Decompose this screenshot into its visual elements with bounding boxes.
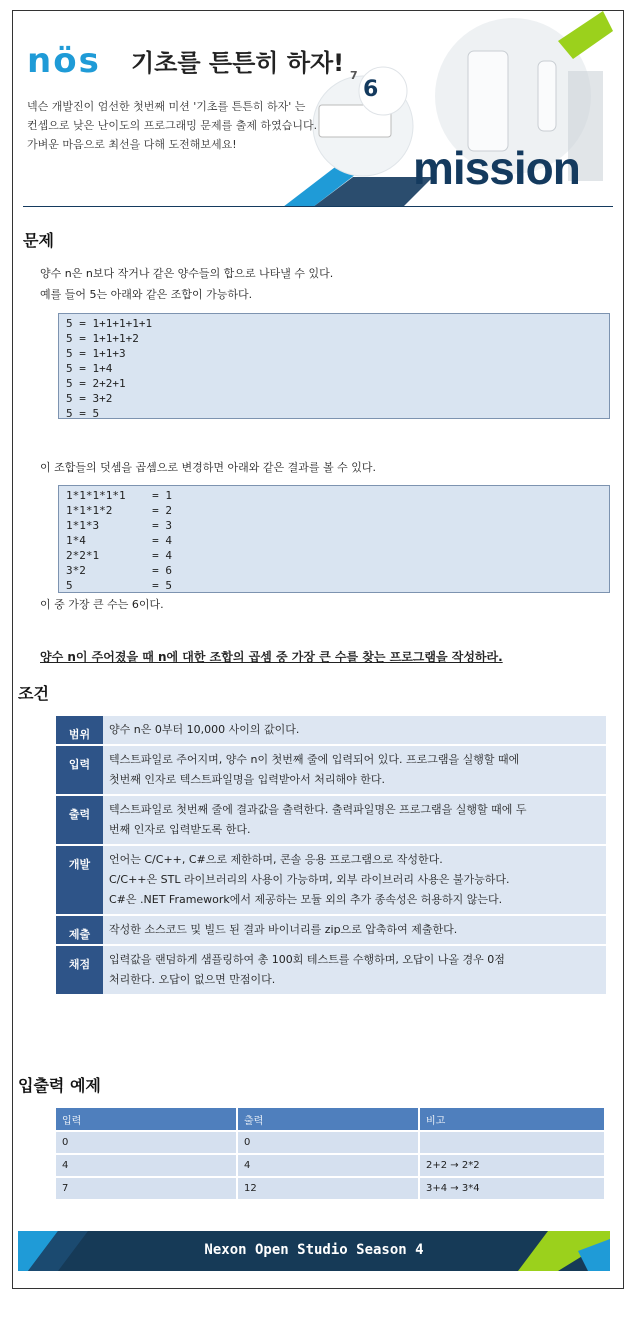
sum-line: 5 = 1+1+1+2 [66, 332, 139, 345]
product-line: 1*4 = 4 [66, 534, 172, 547]
note-cell: 2+2 → 2*2 [419, 1154, 605, 1177]
badge-number: 6 [363, 77, 379, 102]
table-header-row [56, 1108, 605, 1131]
intro-line: 가벼운 마음으로 최선을 다해 도전해보세요! [27, 138, 237, 151]
output-cell: 4 [237, 1154, 419, 1177]
condition-line: 처리한다. 오답이 없으면 만점이다. [109, 973, 276, 986]
intro-line: 컨셉으로 낮은 난이도의 프로그래밍 문제를 출제 하였습니다. [27, 119, 318, 132]
sum-line: 5 = 1+4 [66, 362, 113, 375]
condition-line: 언어는 C/C++, C#으로 제한하며, 콘솔 응용 프로그램으로 작성한다. [109, 853, 443, 866]
intro-text [27, 97, 317, 154]
condition-row-submission [56, 916, 606, 946]
examples-title: 입출력 예제 [18, 1076, 101, 1095]
column-header-note: 비고 [419, 1108, 605, 1131]
output-cell: 0 [237, 1131, 419, 1154]
header-banner [13, 11, 623, 207]
condition-text [103, 796, 606, 844]
condition-label: 출력 [56, 796, 103, 844]
condition-label: 범위 [56, 716, 103, 744]
condition-line: C#은 .NET Framework에서 제공하는 모듈 외의 추가 종속성은 허용하지 않는다. [109, 893, 503, 906]
condition-text [103, 716, 606, 744]
product-line: 1*1*3 = 3 [66, 519, 172, 532]
condition-text [103, 746, 606, 794]
condition-line: 양수 n은 0부터 10,000 사이의 값이다. [109, 723, 300, 736]
task-statement: 양수 n이 주어졌을 때 n에 대한 조합의 곱셈 중 가장 큰 수를 찾는 프로그램을 작성하라. [40, 650, 503, 664]
sum-line: 5 = 1+1+3 [66, 347, 126, 360]
table-row [56, 1131, 605, 1154]
sum-combinations-box [58, 313, 610, 419]
problem-line-2: 예를 들어 5는 아래와 같은 조합이 가능하다. [40, 288, 253, 301]
note-cell: 3+4 → 3*4 [419, 1177, 605, 1199]
mission-wordmark: mission [413, 142, 580, 194]
sum-line: 5 = 5 [66, 407, 100, 420]
product-line: 2*2*1 = 4 [66, 549, 172, 562]
product-line: 3*2 = 6 [66, 564, 172, 577]
condition-text [103, 916, 606, 944]
condition-row-development [56, 846, 606, 916]
intro-line: 넥슨 개발진이 엄선한 첫번째 미션 '기초를 튼튼히 하자' 는 [27, 100, 306, 113]
conditions-title: 조건 [18, 684, 49, 703]
table-row [56, 1177, 605, 1199]
nos-logo: nös [27, 41, 101, 81]
product-line: 1*1*1*2 = 2 [66, 504, 172, 517]
console-icon [468, 51, 508, 151]
note-cell [419, 1131, 605, 1154]
input-cell: 7 [56, 1177, 237, 1199]
condition-row-output [56, 796, 606, 846]
product-combinations-box [58, 485, 610, 593]
condition-label: 제출 [56, 916, 103, 944]
problem-line-3: 이 조합들의 덧셈을 곱셈으로 변경하면 아래와 같은 결과를 볼 수 있다. [40, 461, 376, 474]
condition-text [103, 946, 606, 994]
page-frame [12, 10, 624, 1289]
condition-row-grading [56, 946, 606, 996]
condition-text [103, 846, 606, 914]
column-header-output: 출력 [237, 1108, 419, 1131]
sum-line: 5 = 1+1+1+1+1 [66, 317, 153, 330]
sum-line: 5 = 3+2 [66, 392, 113, 405]
condition-line: 텍스트파일로 첫번째 줄에 결과값을 출력한다. 출력파일명은 프로그램을 실행할 때에 두 [109, 803, 527, 816]
condition-line: C/C++은 STL 라이브러리의 사용이 가능하며, 외부 라이브러리 사용은 불가능하다. [109, 873, 510, 886]
conditions-table [56, 716, 606, 996]
input-cell: 0 [56, 1131, 237, 1154]
output-cell: 12 [237, 1177, 419, 1199]
sum-line: 5 = 2+2+1 [66, 377, 126, 390]
footer-banner [18, 1231, 610, 1271]
condition-label: 채점 [56, 946, 103, 994]
product-line: 1*1*1*1*1 = 1 [66, 489, 172, 502]
problem-line-1: 양수 n은 n보다 작거나 같은 양수들의 합으로 나타낼 수 있다. [40, 267, 334, 280]
condition-line: 첫번째 인자로 텍스트파일명을 입력받아서 처리해야 한다. [109, 773, 386, 786]
tagline: 기초를 튼튼히 하자! [131, 49, 345, 77]
remote-icon [538, 61, 556, 131]
badge-small-number: 7 [350, 69, 358, 82]
table-row [56, 1154, 605, 1177]
condition-row-input [56, 746, 606, 796]
column-header-input: 입력 [56, 1108, 237, 1131]
input-cell: 4 [56, 1154, 237, 1177]
io-example-table [56, 1108, 606, 1199]
problem-line-4: 이 중 가장 큰 수는 6이다. [40, 598, 164, 611]
condition-row-range [56, 716, 606, 746]
condition-label: 입력 [56, 746, 103, 794]
condition-line: 작성한 소스코드 및 빌드 된 결과 바이너리를 zip으로 압축하여 제출한다. [109, 923, 458, 936]
problem-title: 문제 [23, 231, 54, 250]
condition-line: 텍스트파일로 주어지며, 양수 n이 첫번째 줄에 입력되어 있다. 프로그램을 실행할 때에 [109, 753, 520, 766]
condition-line: 입력값을 랜덤하게 샘플링하여 총 100회 테스트를 수행하며, 오답이 나올 경우 0점 [109, 953, 505, 966]
footer-title: Nexon Open Studio Season 4 [204, 1242, 424, 1258]
condition-label: 개발 [56, 846, 103, 914]
condition-line: 번째 인자로 입력받도록 한다. [109, 823, 251, 836]
product-line: 5 = 5 [66, 579, 172, 592]
header-divider [23, 206, 613, 207]
